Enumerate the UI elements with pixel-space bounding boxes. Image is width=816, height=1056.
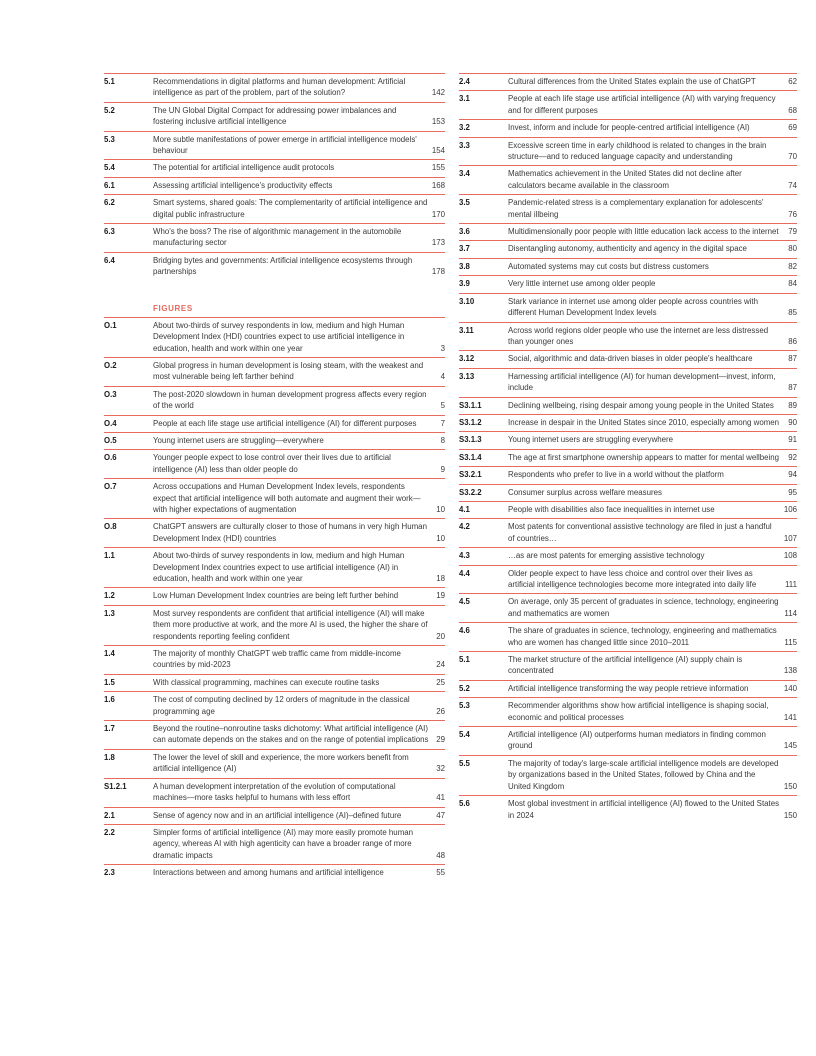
entry-title: The majority of today's large-scale artificial intelligence models are developed by organizations based in the United States, followed by China and the United Kingdom bbox=[508, 758, 779, 791]
toc-entry[interactable] bbox=[104, 223, 445, 252]
toc-entry[interactable] bbox=[459, 726, 797, 755]
toc-entry[interactable] bbox=[104, 605, 445, 645]
entry-number: 3.1 bbox=[459, 94, 470, 104]
entry-title: Mathematics achievement in the United States did not decline after calculators became available in the classroom bbox=[508, 169, 742, 190]
entry-number: 5.1 bbox=[104, 77, 115, 86]
entry-number: 5.1 bbox=[459, 655, 470, 665]
entry-number: 3.6 bbox=[459, 227, 470, 237]
entry-title: Artificial intelligence (AI) outperforms human mediators in finding common ground bbox=[508, 730, 766, 751]
entry-page: 142 bbox=[431, 88, 445, 98]
entry-number: S3.2.1 bbox=[459, 470, 482, 480]
entry-page: 170 bbox=[431, 209, 445, 219]
entry-page: 153 bbox=[431, 117, 445, 127]
entry-page: 108 bbox=[783, 551, 797, 561]
entry-number: O.1 bbox=[104, 320, 117, 330]
toc-entry[interactable] bbox=[459, 223, 797, 240]
entry-number: 3.11 bbox=[459, 325, 474, 335]
toc-entry[interactable] bbox=[459, 90, 797, 119]
entry-title: Most global investment in artificial intelligence (AI) flowed to the United States in 2024 bbox=[508, 799, 780, 820]
entry-title: Disentangling autonomy, authenticity and agency in the digital space bbox=[508, 244, 747, 254]
toc-entry[interactable] bbox=[459, 622, 797, 651]
entry-title: Multidimensionally poor people with little education lack access to the internet bbox=[508, 227, 779, 237]
entry-number: 4.6 bbox=[459, 626, 470, 636]
toc-entry[interactable] bbox=[104, 102, 445, 131]
toc-entry[interactable] bbox=[104, 720, 445, 749]
entry-page: 3 bbox=[440, 343, 445, 353]
entry-number: O.2 bbox=[104, 360, 117, 370]
entry-page: 82 bbox=[788, 261, 797, 271]
entry-number: 4.4 bbox=[459, 568, 470, 578]
entry-title: The potential for artificial intelligence audit protocols bbox=[153, 163, 335, 173]
entry-number: 3.5 bbox=[459, 198, 470, 208]
entry-number: 5.4 bbox=[459, 730, 470, 740]
entry-title: About two-thirds of survey respondents in low, medium and high Human Development Index countries expect to use artificial intelligence (AI) in education, health and work within one year bbox=[153, 551, 405, 583]
toc-entry[interactable] bbox=[459, 137, 797, 166]
entry-page: 80 bbox=[788, 244, 797, 254]
toc-entry[interactable] bbox=[459, 547, 797, 564]
entry-number: S3.2.2 bbox=[459, 487, 482, 497]
entry-title: Very little internet use among older people bbox=[508, 279, 656, 289]
toc-entry[interactable] bbox=[104, 645, 445, 674]
toc-entry[interactable] bbox=[104, 252, 445, 281]
entry-number: 5.5 bbox=[459, 758, 470, 768]
entry-title: People at each life stage use artificial intelligence (AI) for different purposes bbox=[153, 418, 417, 428]
entry-number: 2.1 bbox=[104, 810, 115, 820]
toc-entry[interactable] bbox=[104, 449, 445, 478]
toc-entry[interactable] bbox=[459, 431, 797, 448]
toc-entry[interactable] bbox=[104, 386, 445, 415]
entry-page: 24 bbox=[436, 660, 445, 670]
entry-number: S3.1.1 bbox=[459, 400, 482, 410]
entry-title: Bridging bytes and governments: Artificial intelligence ecosystems through partnerships bbox=[153, 255, 413, 277]
entry-title: Excessive screen time in early childhood is related to changes in the brain structure—and to reduced language capacity and understanding bbox=[508, 140, 767, 162]
entry-page: 25 bbox=[436, 677, 445, 687]
toc-entry[interactable] bbox=[104, 73, 445, 102]
toc-entry[interactable] bbox=[459, 73, 797, 90]
toc-entry[interactable] bbox=[459, 501, 797, 518]
entry-page: 145 bbox=[783, 741, 797, 751]
entry-page: 94 bbox=[788, 470, 797, 480]
toc-entry[interactable] bbox=[459, 293, 797, 322]
toc-entry[interactable] bbox=[459, 449, 797, 466]
entry-page: 20 bbox=[436, 631, 445, 641]
entry-title: Younger people expect to lose control over their lives due to artificial intelligence (AI) less than older people do bbox=[153, 453, 391, 474]
entry-title: Older people expect to have less choice and control over their lives as artificial intelligence technologies become more integrated into daily life bbox=[508, 568, 757, 589]
entry-page: 10 bbox=[436, 533, 445, 543]
entry-page: 10 bbox=[436, 504, 445, 514]
entry-number: 5.6 bbox=[459, 799, 470, 809]
entry-title: Smart systems, shared goals: The complementarity of artificial intelligence and digital public infrastructure bbox=[153, 198, 428, 219]
entry-number: 3.10 bbox=[459, 296, 475, 306]
entry-number: 5.3 bbox=[459, 701, 470, 711]
entry-page: 19 bbox=[436, 591, 445, 601]
entry-page: 168 bbox=[431, 180, 445, 190]
entry-title: Automated systems may cut costs but distress customers bbox=[508, 261, 709, 271]
entry-title: More subtle manifestations of power emerge in artificial intelligence models' behaviour bbox=[153, 134, 417, 156]
entry-number: 5.4 bbox=[104, 163, 115, 173]
entry-number: 3.8 bbox=[459, 261, 470, 271]
entry-page: 4 bbox=[440, 372, 445, 382]
entry-page: 173 bbox=[431, 238, 445, 248]
entry-number: 2.4 bbox=[459, 77, 470, 86]
entry-page: 47 bbox=[436, 810, 445, 820]
toc-entry[interactable] bbox=[104, 587, 445, 604]
toc-entry[interactable] bbox=[104, 547, 445, 587]
entry-title: On average, only 35 percent of graduates in science, technology, engineering and mathematics are women bbox=[508, 597, 779, 618]
entry-page: 26 bbox=[436, 706, 445, 716]
toc-entry[interactable] bbox=[459, 697, 797, 726]
entry-number: 2.3 bbox=[104, 868, 115, 878]
entry-number: 3.2 bbox=[459, 123, 470, 133]
toc-entry[interactable] bbox=[104, 432, 445, 449]
entry-title: Invest, inform and include for people-centred artificial intelligence (AI) bbox=[508, 123, 750, 133]
entry-number: 5.2 bbox=[459, 683, 470, 693]
toc-entry[interactable] bbox=[104, 194, 445, 223]
entry-title: People with disabilities also face inequalities in internet use bbox=[508, 504, 715, 514]
toc-entry[interactable] bbox=[459, 518, 797, 547]
entry-page: 68 bbox=[788, 105, 797, 115]
entry-number: S3.1.3 bbox=[459, 435, 482, 445]
entry-number: O.3 bbox=[104, 389, 117, 399]
toc-entry[interactable] bbox=[104, 824, 445, 864]
toc-entry[interactable] bbox=[104, 778, 445, 807]
entry-page: 48 bbox=[436, 850, 445, 860]
entry-page: 106 bbox=[783, 504, 797, 514]
entry-title: Across occupations and Human Development Index levels, respondents expect that artificial intelligence will both automate and augment their work—with higher expectations of augmentation bbox=[153, 482, 421, 514]
entry-number: 1.4 bbox=[104, 649, 115, 659]
toc-entry[interactable] bbox=[459, 368, 797, 397]
toc-entry[interactable] bbox=[459, 755, 797, 795]
entry-title: The market structure of the artificial intelligence (AI) supply chain is concentrated bbox=[508, 655, 743, 676]
entry-page: 178 bbox=[431, 267, 445, 277]
entry-page: 87 bbox=[788, 383, 797, 393]
toc-entry[interactable] bbox=[459, 119, 797, 136]
entry-number: 1.8 bbox=[104, 752, 115, 762]
entry-title: Young internet users are struggling—everywhere bbox=[153, 435, 324, 445]
entry-title: The cost of computing declined by 12 orders of magnitude in the classical programming age bbox=[153, 695, 410, 716]
entry-title: Recommender algorithms show how artificial intelligence is shaping social, economic and political processes bbox=[508, 701, 769, 722]
entry-title: Stark variance in internet use among older people across countries with different Human Development Index levels bbox=[508, 296, 759, 318]
entry-number: 4.5 bbox=[459, 597, 470, 607]
entry-page: 115 bbox=[784, 637, 797, 647]
entry-number: 1.3 bbox=[104, 608, 115, 618]
entry-page: 7 bbox=[440, 418, 445, 428]
entry-page: 150 bbox=[783, 781, 797, 791]
entry-title: Artificial intelligence transforming the way people retrieve information bbox=[508, 683, 749, 693]
entry-page: 91 bbox=[788, 435, 797, 445]
toc-entry[interactable] bbox=[459, 275, 797, 292]
entry-page: 29 bbox=[436, 735, 445, 745]
figures-list-right bbox=[459, 73, 797, 824]
entry-number: 6.3 bbox=[104, 227, 115, 237]
entry-page: 95 bbox=[788, 487, 797, 497]
entry-number: 1.1 bbox=[104, 551, 115, 561]
entry-number: 4.3 bbox=[459, 551, 470, 561]
toc-entry[interactable] bbox=[104, 415, 445, 432]
toc-entry[interactable] bbox=[459, 258, 797, 275]
entry-title: Pandemic-related stress is a complementary explanation for adolescents' mental illbeing bbox=[508, 198, 764, 219]
toc-entry[interactable] bbox=[459, 651, 797, 680]
entry-number: O.4 bbox=[104, 418, 117, 428]
entry-number: S1.2.1 bbox=[104, 781, 127, 791]
entry-number: 3.12 bbox=[459, 354, 475, 364]
entry-page: 41 bbox=[436, 793, 445, 803]
entry-page: 86 bbox=[788, 336, 797, 346]
entry-page: 150 bbox=[783, 810, 797, 820]
entry-number: 5.3 bbox=[104, 134, 115, 144]
toc-entry[interactable] bbox=[459, 350, 797, 367]
entry-title: The share of graduates in science, technology, engineering and mathematics who are women has changed little since 2010–2011 bbox=[508, 626, 777, 647]
toc-entry[interactable] bbox=[104, 317, 445, 357]
entry-title: Interactions between and among humans and artificial intelligence bbox=[153, 868, 384, 878]
entry-number: O.5 bbox=[104, 435, 117, 445]
toc-entry[interactable] bbox=[104, 357, 445, 386]
entry-number: 2.2 bbox=[104, 827, 115, 837]
entry-number: 6.4 bbox=[104, 255, 115, 265]
entry-title: Most survey respondents are confident that artificial intelligence (AI) will make them more productive at work, and the more AI is used, the higher the share of respondents reporting feeling confident bbox=[153, 608, 428, 641]
entry-page: 9 bbox=[440, 464, 445, 474]
toc-entry[interactable] bbox=[459, 414, 797, 431]
entry-page: 140 bbox=[783, 683, 797, 693]
entry-title: Global progress in human development is losing steam, with the weakest and most vulnerable being left farther behind bbox=[153, 360, 424, 382]
entry-title: Low Human Development Index countries are being left further behind bbox=[153, 591, 399, 601]
entry-title: Declining wellbeing, rising despair among young people in the United States bbox=[508, 400, 774, 410]
toc-entry[interactable] bbox=[459, 240, 797, 257]
entry-page: 32 bbox=[436, 764, 445, 774]
entry-title: About two-thirds of survey respondents in low, medium and high Human Development Index (HDI) countries expect to use artificial intelligence in education, health and work within one year bbox=[153, 320, 405, 353]
entry-page: 8 bbox=[440, 435, 445, 445]
entry-page: 84 bbox=[788, 279, 797, 289]
toc-entry[interactable] bbox=[104, 518, 445, 547]
toc-entry[interactable] bbox=[104, 159, 445, 176]
entry-page: 18 bbox=[436, 574, 445, 583]
entry-page: 90 bbox=[788, 417, 797, 427]
figures-heading: FIGURES bbox=[153, 303, 193, 313]
entry-title: Social, algorithmic and data-driven biases in older people's healthcare bbox=[508, 354, 753, 364]
entry-title: People at each life stage use artificial intelligence (AI) with varying frequency and for different purposes bbox=[508, 94, 776, 115]
entry-page: 155 bbox=[431, 163, 445, 173]
entry-number: 3.3 bbox=[459, 140, 470, 150]
entry-title: The post-2020 slowdown in human development progress affects every region of the world bbox=[153, 389, 427, 411]
entry-page: 141 bbox=[783, 712, 797, 722]
entry-number: 1.6 bbox=[104, 695, 115, 705]
entry-title: ChatGPT answers are culturally closer to those of humans in very high Human Development Index (HDI) countries bbox=[153, 522, 427, 543]
entry-number: 4.2 bbox=[459, 522, 470, 532]
entry-number: 1.5 bbox=[104, 677, 115, 687]
figures-list-left bbox=[104, 317, 445, 882]
toc-entry[interactable] bbox=[104, 177, 445, 194]
left-column bbox=[104, 73, 445, 882]
toc-entry[interactable] bbox=[459, 795, 797, 824]
entry-title: Assessing artificial intelligence's productivity effects bbox=[153, 180, 333, 190]
entry-page: 69 bbox=[788, 123, 797, 133]
toc-entry[interactable] bbox=[459, 322, 797, 351]
toc-entry[interactable] bbox=[459, 680, 797, 697]
entry-title: The UN Global Digital Compact for addressing power imbalances and fostering inclusive artificial intelligence bbox=[153, 105, 397, 127]
entry-page: 76 bbox=[788, 209, 797, 219]
entry-page: 114 bbox=[784, 608, 797, 618]
entry-number: 3.4 bbox=[459, 169, 470, 179]
entry-page: 5 bbox=[440, 401, 445, 411]
entry-title: Sense of agency now and in an artificial intelligence (AI)–defined future bbox=[153, 810, 402, 820]
entry-page: 70 bbox=[788, 152, 797, 162]
entry-page: 107 bbox=[783, 533, 797, 543]
toc-entry[interactable] bbox=[104, 691, 445, 720]
entry-number: 5.2 bbox=[104, 105, 115, 115]
entry-title: The lower the level of skill and experience, the more workers benefit from artificial intelligence (AI) bbox=[153, 752, 409, 774]
entry-title: Harnessing artificial intelligence (AI) for human development—invest, inform, include bbox=[508, 371, 776, 393]
toc-entry[interactable] bbox=[104, 131, 445, 160]
entry-number: S3.1.4 bbox=[459, 452, 482, 462]
toc-entry[interactable] bbox=[104, 749, 445, 778]
entry-page: 138 bbox=[783, 666, 797, 676]
entry-number: 1.7 bbox=[104, 724, 115, 734]
entry-title: Who's the boss? The rise of algorithmic management in the automobile manufacturing sector bbox=[153, 227, 402, 248]
entry-page: 74 bbox=[788, 180, 797, 190]
entry-page: 85 bbox=[788, 308, 797, 318]
toc-entry[interactable] bbox=[459, 484, 797, 501]
entry-page: 89 bbox=[788, 400, 797, 410]
entry-title: Increase in despair in the United States since 2010, especially among women bbox=[508, 417, 780, 427]
entry-page: 62 bbox=[788, 77, 797, 86]
entry-page: 154 bbox=[431, 146, 445, 156]
entry-title: Young internet users are struggling everywhere bbox=[508, 435, 674, 445]
entry-page: 79 bbox=[788, 227, 797, 237]
entry-number: O.7 bbox=[104, 482, 117, 492]
toc-entry[interactable] bbox=[104, 478, 445, 518]
entry-number: 3.13 bbox=[459, 371, 475, 381]
boxes-list bbox=[104, 73, 445, 281]
entry-number: S3.1.2 bbox=[459, 417, 482, 427]
entry-title: Respondents who prefer to live in a world without the platform bbox=[508, 470, 724, 480]
entry-title: Most patents for conventional assistive technology are filed in just a handful of countries… bbox=[508, 522, 772, 543]
entry-title: The majority of monthly ChatGPT web traffic came from middle-income countries by mid-2023 bbox=[153, 649, 401, 670]
entry-page: 87 bbox=[788, 354, 797, 364]
entry-number: 3.7 bbox=[459, 244, 470, 254]
toc-entry[interactable] bbox=[459, 565, 797, 594]
entry-page: 111 bbox=[785, 580, 797, 589]
entry-number: 6.2 bbox=[104, 198, 115, 208]
entry-title: Across world regions older people who use the internet are less distressed than younger ones bbox=[508, 325, 769, 346]
entry-title: Recommendations in digital platforms and human development: Artificial intelligence as part of the problem, part of the solution? bbox=[153, 77, 406, 98]
toc-entry[interactable] bbox=[459, 194, 797, 223]
entry-title: With classical programming, machines can execute routine tasks bbox=[153, 677, 380, 687]
entry-title: A human development interpretation of the evolution of computational machines—more tasks helpful to humans with less effort bbox=[153, 781, 396, 803]
entry-number: 1.2 bbox=[104, 591, 115, 601]
toc-entry[interactable] bbox=[459, 466, 797, 483]
entry-page: 55 bbox=[436, 868, 445, 878]
toc-entry[interactable] bbox=[459, 593, 797, 622]
entry-title: The age at first smartphone ownership appears to matter for mental wellbeing bbox=[508, 452, 780, 462]
toc-entry[interactable] bbox=[104, 864, 445, 881]
entry-title: Beyond the routine–nonroutine tasks dichotomy: What artificial intelligence (AI) can automate depends on the stakes and on the range of potential implications bbox=[153, 724, 429, 745]
toc-entry[interactable] bbox=[104, 674, 445, 691]
entry-title: Consumer surplus across welfare measures bbox=[508, 487, 662, 497]
toc-entry[interactable] bbox=[459, 165, 797, 194]
entry-title: …as are most patents for emerging assistive technology bbox=[508, 551, 705, 561]
entry-number: O.8 bbox=[104, 522, 117, 532]
entry-title: Cultural differences from the United States explain the use of ChatGPT bbox=[508, 77, 756, 86]
entry-number: O.6 bbox=[104, 453, 117, 463]
entry-title: Simpler forms of artificial intelligence (AI) may more easily promote human agency, whereas AI with high agenticity can have a broader range of more dramatic impacts bbox=[153, 827, 414, 860]
entry-number: 6.1 bbox=[104, 180, 115, 190]
toc-entry[interactable] bbox=[459, 397, 797, 414]
entry-number: 3.9 bbox=[459, 279, 470, 289]
entry-number: 4.1 bbox=[459, 504, 470, 514]
entry-page: 92 bbox=[788, 452, 797, 462]
right-column bbox=[459, 73, 797, 824]
toc-entry[interactable] bbox=[104, 807, 445, 824]
